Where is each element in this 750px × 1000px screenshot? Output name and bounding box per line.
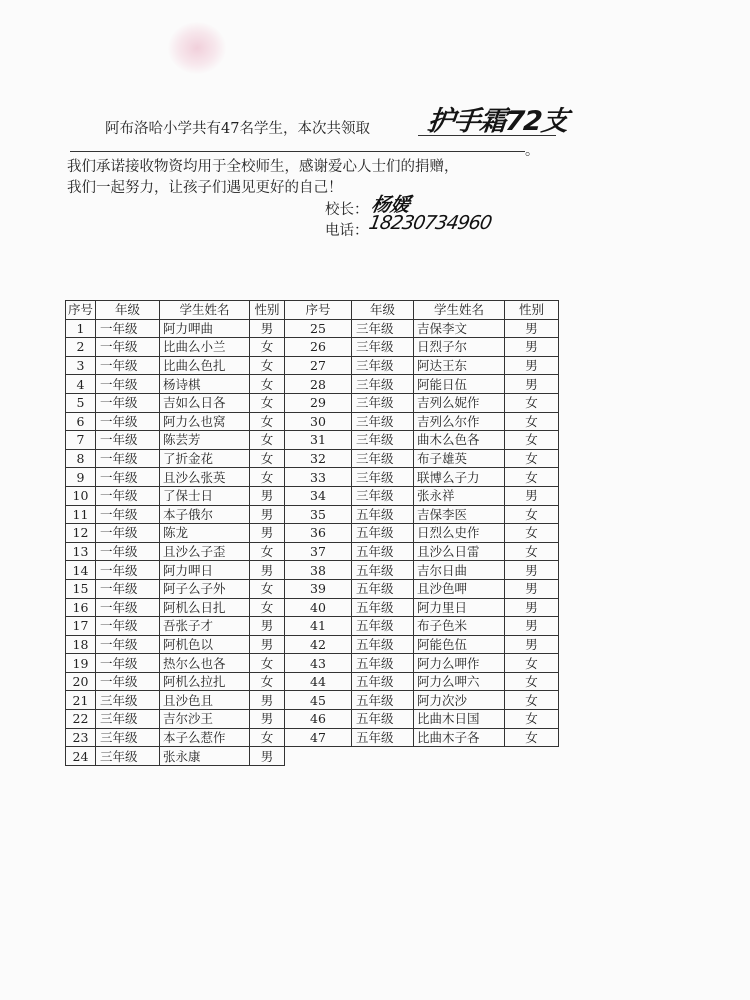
statement-period: 。: [525, 143, 539, 159]
student-number: 30: [285, 412, 352, 431]
student-name: 吉保李医: [414, 505, 505, 524]
student-gender: 女: [505, 449, 559, 468]
student-number: 15: [66, 579, 96, 598]
student-name: 布子雄英: [414, 449, 505, 468]
student-name: 比曲木子各: [414, 728, 505, 747]
student-grade: 五年级: [352, 598, 414, 617]
table-row: [66, 617, 559, 636]
student-name: 吾张子才: [160, 617, 250, 636]
student-name: 了折金花: [160, 449, 250, 468]
student-number: 21: [66, 691, 96, 710]
student-grade: 一年级: [96, 617, 160, 636]
column-header: 序号: [66, 301, 96, 320]
student-number: 3: [66, 356, 96, 375]
student-number: 12: [66, 524, 96, 543]
student-number: 20: [66, 672, 96, 691]
table-header-row: [66, 301, 559, 320]
student-gender: 男: [250, 505, 285, 524]
student-grade: 五年级: [352, 654, 414, 673]
student-grade: 三年级: [352, 393, 414, 412]
student-grade: 一年级: [96, 412, 160, 431]
student-grade: 一年级: [96, 393, 160, 412]
student-name: 吉保李文: [414, 319, 505, 338]
student-gender: 女: [250, 431, 285, 450]
student-name: 杨诗棋: [160, 375, 250, 394]
student-grade: 一年级: [96, 449, 160, 468]
student-grade: 五年级: [352, 524, 414, 543]
student-grade: 一年级: [96, 635, 160, 654]
student-number: 45: [285, 691, 352, 710]
student-grade: 一年级: [96, 654, 160, 673]
student-number: 9: [66, 468, 96, 487]
student-grade: 三年级: [352, 468, 414, 487]
student-grade: 一年级: [96, 672, 160, 691]
student-name: 本子俄尔: [160, 505, 250, 524]
student-name: 联博么子力: [414, 468, 505, 487]
table-row: [66, 654, 559, 673]
student-number: 4: [66, 375, 96, 394]
table-row: [66, 431, 559, 450]
table-row: [66, 468, 559, 487]
student-name: 阿能日伍: [414, 375, 505, 394]
student-name: 阿子么子外: [160, 579, 250, 598]
student-name: 了保士日: [160, 486, 250, 505]
student-grade: 一年级: [96, 338, 160, 357]
student-name: 日烈子尔: [414, 338, 505, 357]
student-grade: 五年级: [352, 691, 414, 710]
student-gender: 女: [505, 672, 559, 691]
empty-cell: [414, 747, 505, 766]
student-grade: 三年级: [352, 356, 414, 375]
student-number: 22: [66, 710, 96, 729]
column-header: 性别: [250, 301, 285, 320]
student-gender: 男: [505, 375, 559, 394]
student-grade: 一年级: [96, 319, 160, 338]
student-gender: 女: [505, 431, 559, 450]
student-gender: 女: [505, 654, 559, 673]
table-row: [66, 486, 559, 505]
student-gender: 女: [250, 579, 285, 598]
student-grade: 一年级: [96, 431, 160, 450]
student-gender: 女: [505, 710, 559, 729]
student-grade: 一年级: [96, 579, 160, 598]
student-name: 且沙么子歪: [160, 542, 250, 561]
student-grade: 三年级: [352, 412, 414, 431]
student-number: 36: [285, 524, 352, 543]
student-gender: 女: [250, 338, 285, 357]
table-row: [66, 728, 559, 747]
table-row: [66, 598, 559, 617]
student-name: 且沙色呷: [414, 579, 505, 598]
table-row: [66, 635, 559, 654]
student-gender: 男: [505, 319, 559, 338]
student-grade: 一年级: [96, 598, 160, 617]
student-name: 吉列么妮作: [414, 393, 505, 412]
student-grade: 一年级: [96, 486, 160, 505]
student-gender: 女: [250, 375, 285, 394]
empty-cell: [505, 747, 559, 766]
student-grade: 五年级: [352, 728, 414, 747]
student-name: 吉尔日曲: [414, 561, 505, 580]
column-header: 学生姓名: [414, 301, 505, 320]
student-grade: 一年级: [96, 542, 160, 561]
student-grade: 五年级: [352, 672, 414, 691]
student-grade: 三年级: [96, 691, 160, 710]
student-name: 吉如么日各: [160, 393, 250, 412]
student-number: 2: [66, 338, 96, 357]
student-number: 27: [285, 356, 352, 375]
student-number: 32: [285, 449, 352, 468]
table-row: [66, 542, 559, 561]
student-name: 阿力次沙: [414, 691, 505, 710]
student-grade: 一年级: [96, 375, 160, 394]
student-name: 热尔么也各: [160, 654, 250, 673]
student-number: 44: [285, 672, 352, 691]
student-gender: 女: [505, 393, 559, 412]
table-row: [66, 338, 559, 357]
pink-stain-mark: [168, 22, 226, 74]
handwritten-amount: 护手霜72支: [426, 106, 569, 137]
student-gender: 男: [250, 747, 285, 766]
student-gender: 女: [250, 672, 285, 691]
student-grade: 三年级: [96, 710, 160, 729]
column-header: 年级: [352, 301, 414, 320]
student-grade: 五年级: [352, 635, 414, 654]
student-name: 陈龙: [160, 524, 250, 543]
student-name: 阿机色以: [160, 635, 250, 654]
student-grade: 三年级: [352, 431, 414, 450]
student-name: 吉列么尔作: [414, 412, 505, 431]
column-header: 性别: [505, 301, 559, 320]
handwritten-phone: 18230734960: [367, 212, 493, 234]
student-grade: 五年级: [352, 710, 414, 729]
student-gender: 女: [250, 412, 285, 431]
student-name: 本子么惹作: [160, 728, 250, 747]
student-number: 10: [66, 486, 96, 505]
student-gender: 男: [505, 617, 559, 636]
student-grade: 一年级: [96, 524, 160, 543]
student-number: 35: [285, 505, 352, 524]
student-name: 吉尔沙王: [160, 710, 250, 729]
student-number: 19: [66, 654, 96, 673]
student-grade: 一年级: [96, 356, 160, 375]
student-number: 42: [285, 635, 352, 654]
student-gender: 男: [505, 635, 559, 654]
student-number: 23: [66, 728, 96, 747]
commitment-line-2: 我们一起努力，让孩子们遇见更好的自己！: [67, 180, 343, 196]
student-gender: 女: [505, 468, 559, 487]
student-gender: 女: [505, 691, 559, 710]
student-number: 6: [66, 412, 96, 431]
student-gender: 男: [250, 319, 285, 338]
table-row: [66, 561, 559, 580]
student-gender: 男: [250, 617, 285, 636]
student-grade: 三年级: [352, 486, 414, 505]
student-number: 25: [285, 319, 352, 338]
student-number: 28: [285, 375, 352, 394]
student-name: 且沙色且: [160, 691, 250, 710]
student-gender: 女: [505, 728, 559, 747]
principal-label: 校长：: [325, 202, 369, 218]
table-row: [66, 505, 559, 524]
student-grade: 三年级: [352, 338, 414, 357]
table-row: [66, 319, 559, 338]
student-grade: 五年级: [352, 561, 414, 580]
student-name: 阿达王东: [414, 356, 505, 375]
student-name: 阿力么呷六: [414, 672, 505, 691]
student-gender: 女: [250, 449, 285, 468]
student-number: 43: [285, 654, 352, 673]
student-name: 陈芸芳: [160, 431, 250, 450]
student-number: 41: [285, 617, 352, 636]
student-gender: 女: [250, 654, 285, 673]
student-name: 阿力呷曲: [160, 319, 250, 338]
student-name: 曲木么色各: [414, 431, 505, 450]
student-number: 29: [285, 393, 352, 412]
amount-underline: [418, 135, 556, 136]
student-grade: 一年级: [96, 561, 160, 580]
student-gender: 男: [505, 579, 559, 598]
student-gender: 女: [505, 542, 559, 561]
table-row: [66, 672, 559, 691]
student-name: 比曲么小兰: [160, 338, 250, 357]
column-header: 序号: [285, 301, 352, 320]
student-grade: 三年级: [352, 375, 414, 394]
student-gender: 女: [505, 524, 559, 543]
empty-cell: [285, 747, 352, 766]
table-row: [66, 412, 559, 431]
column-header: 学生姓名: [160, 301, 250, 320]
student-grade: 五年级: [352, 505, 414, 524]
student-gender: 男: [505, 356, 559, 375]
student-gender: 男: [250, 710, 285, 729]
student-gender: 男: [250, 486, 285, 505]
table-row: [66, 393, 559, 412]
student-number: 5: [66, 393, 96, 412]
student-name: 且沙么张英: [160, 468, 250, 487]
student-name: 且沙么日雷: [414, 542, 505, 561]
student-name: 阿机么拉扎: [160, 672, 250, 691]
principal-signature: 杨媛: [369, 194, 412, 216]
student-gender: 男: [250, 561, 285, 580]
student-number: 33: [285, 468, 352, 487]
student-grade: 三年级: [352, 319, 414, 338]
table-row: [66, 356, 559, 375]
student-gender: 女: [250, 598, 285, 617]
student-gender: 男: [505, 338, 559, 357]
student-gender: 女: [505, 412, 559, 431]
student-number: 34: [285, 486, 352, 505]
student-name: 阿力里日: [414, 598, 505, 617]
student-number: 37: [285, 542, 352, 561]
student-name: 比曲么色扎: [160, 356, 250, 375]
student-gender: 男: [505, 598, 559, 617]
student-number: 47: [285, 728, 352, 747]
donation-statement: 阿布洛哈小学共有47名学生，本次共领取: [105, 121, 370, 137]
table-row: [66, 375, 559, 394]
student-gender: 男: [250, 691, 285, 710]
student-gender: 男: [505, 561, 559, 580]
student-number: 14: [66, 561, 96, 580]
student-number: 38: [285, 561, 352, 580]
student-grade: 三年级: [96, 728, 160, 747]
student-gender: 男: [250, 635, 285, 654]
student-gender: 男: [505, 486, 559, 505]
student-name: 阿机么日扎: [160, 598, 250, 617]
student-number: 16: [66, 598, 96, 617]
table-row: [66, 747, 559, 766]
student-name: 布子色米: [414, 617, 505, 636]
student-number: 8: [66, 449, 96, 468]
student-name: 张永祥: [414, 486, 505, 505]
student-number: 7: [66, 431, 96, 450]
student-name: 阿力呷日: [160, 561, 250, 580]
student-gender: 女: [250, 728, 285, 747]
column-header: 年级: [96, 301, 160, 320]
student-number: 11: [66, 505, 96, 524]
student-grade: 一年级: [96, 468, 160, 487]
student-grade: 五年级: [352, 617, 414, 636]
student-grade: 五年级: [352, 542, 414, 561]
student-number: 13: [66, 542, 96, 561]
table-row: [66, 449, 559, 468]
student-roster-table: [65, 300, 559, 766]
student-grade: 三年级: [96, 747, 160, 766]
student-name: 阿能色伍: [414, 635, 505, 654]
student-name: 阿力么呷作: [414, 654, 505, 673]
student-gender: 女: [250, 542, 285, 561]
student-number: 31: [285, 431, 352, 450]
table-row: [66, 579, 559, 598]
student-number: 1: [66, 319, 96, 338]
student-name: 日烈么史作: [414, 524, 505, 543]
student-grade: 五年级: [352, 579, 414, 598]
student-grade: 一年级: [96, 505, 160, 524]
table-row: [66, 524, 559, 543]
phone-label: 电话：: [325, 223, 369, 239]
student-number: 40: [285, 598, 352, 617]
student-number: 46: [285, 710, 352, 729]
student-gender: 女: [250, 468, 285, 487]
table-row: [66, 710, 559, 729]
student-gender: 女: [250, 356, 285, 375]
student-name: 张永康: [160, 747, 250, 766]
student-gender: 女: [250, 393, 285, 412]
table-row: [66, 691, 559, 710]
student-number: 24: [66, 747, 96, 766]
student-number: 17: [66, 617, 96, 636]
empty-cell: [352, 747, 414, 766]
student-number: 18: [66, 635, 96, 654]
student-number: 39: [285, 579, 352, 598]
student-name: 阿力么也窝: [160, 412, 250, 431]
student-name: 比曲木日国: [414, 710, 505, 729]
student-number: 26: [285, 338, 352, 357]
student-gender: 男: [250, 524, 285, 543]
commitment-line-1: 我们承诺接收物资均用于全校师生，感谢爱心人士们的捐赠，: [67, 159, 459, 175]
blank-underline: [70, 151, 525, 152]
student-gender: 女: [505, 505, 559, 524]
student-grade: 三年级: [352, 449, 414, 468]
